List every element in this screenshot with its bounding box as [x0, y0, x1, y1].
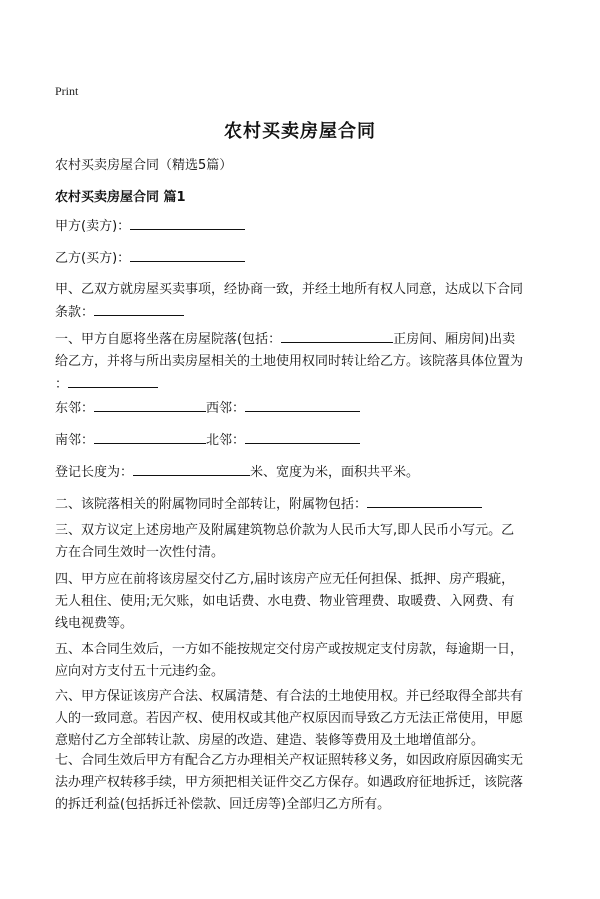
buyer-line	[55, 247, 555, 270]
registration-tail: 米、宽度为米，面积共平米。	[250, 465, 420, 480]
clause-6-line-1: 六、甲方保证该房产合法、权属清楚、有合法的土地使用权。并已经取得全部共有	[55, 689, 524, 704]
north-label: 北邻：	[206, 433, 246, 448]
east-label: 东邻：	[55, 401, 95, 416]
intro-blank	[94, 301, 184, 316]
clause-5-line-1: 五、本合同生效后，一方如不能按规定交付房产或按规定支付房款，每逾期一日，	[55, 642, 524, 657]
clause-2-blank	[367, 493, 482, 508]
clause-4-line-3: 线电视费等。	[55, 616, 134, 631]
clause-4	[55, 569, 555, 635]
clause-7	[55, 750, 555, 816]
clause-2	[55, 493, 555, 516]
clause-7-line-2: 法办理产权转移手续，甲方须把相关证件交乙方保存。如遇政府征地拆迁，该院落	[55, 775, 524, 790]
clause-1-line-1b: 正房间、厢房间)出卖	[393, 332, 516, 347]
buyer-blank	[130, 247, 245, 262]
buyer-label: 乙方(买方)：	[55, 251, 131, 266]
section-heading: 农村买卖房屋合同 篇1	[55, 190, 186, 205]
clause-1-line-1a: 一、甲方自愿将坐落在房屋院落(包括：	[55, 332, 282, 347]
west-blank	[245, 397, 360, 412]
clause-1-line-3: ：	[55, 377, 69, 392]
clause-3-line-1: 三、双方议定上述房地产及附属建筑物总价款为人民币大写,即人民币小写元。乙	[55, 523, 515, 538]
clause-2-text: 二、该院落相关的附属物同时全部转让，附属物包括：	[55, 497, 368, 512]
south-north-line	[55, 429, 555, 452]
south-blank	[94, 429, 206, 444]
registration-blank	[133, 461, 250, 476]
seller-blank	[130, 215, 245, 230]
east-blank	[94, 397, 206, 412]
clause-4-line-2: 无人租住、使用;无欠账，如电话费、水电费、物业管理费、取暖费、入网费、有	[55, 594, 515, 609]
west-label: 西邻：	[206, 401, 246, 416]
south-label: 南邻：	[55, 433, 95, 448]
print-link[interactable]: Print	[55, 84, 79, 98]
clause-6-line-3: 意赔付乙方全部转让款、房屋的改造、建造、装修等费用及土地增值部分。	[55, 733, 485, 748]
seller-label: 甲方(卖方)：	[55, 219, 131, 234]
clause-6-line-2: 人的一致同意。若因产权、使用权或其他产权原因而导致乙方无法正常使用，甲愿	[55, 711, 524, 726]
intro-line-1: 甲、乙双方就房屋买卖事项，经协商一致，并经土地所有权人同意，达成以下合同	[55, 282, 524, 297]
clause-7-line-3: 的拆迁利益(包括拆迁补偿款、回迁房等)全部归乙方所有。	[55, 797, 391, 812]
clause-1-blank-a	[281, 328, 393, 343]
clause-1-blank-b	[68, 373, 158, 388]
north-blank	[245, 429, 360, 444]
clause-3	[55, 520, 555, 564]
intro-paragraph	[55, 279, 555, 324]
clause-5-line-2: 应向对方支付五十元违约金。	[55, 664, 225, 679]
clause-3-line-2: 方在合同生效时一次性付清。	[55, 545, 225, 560]
document-title: 农村买卖房屋合同	[224, 121, 376, 142]
clause-5	[55, 639, 555, 683]
registration-label: 登记长度为：	[55, 465, 134, 480]
document-subtitle: 农村买卖房屋合同（精选5篇）	[55, 158, 233, 173]
clause-7-line-1: 七、合同生效后甲方有配合乙方办理相关产权证照转移义务，如因政府原因确实无	[55, 753, 524, 768]
intro-line-2: 条款：	[55, 305, 95, 320]
clause-4-line-1: 四、甲方应在前将该房屋交付乙方,届时该房产应无任何担保、抵押、房产瑕疵，	[55, 572, 515, 587]
clause-1	[55, 328, 555, 396]
seller-line	[55, 215, 555, 238]
clause-6	[55, 686, 555, 752]
registration-line	[55, 461, 555, 484]
east-west-line	[55, 397, 555, 420]
clause-1-line-2: 给乙方，并将与所出卖房屋相关的土地使用权同时转让给乙方。该院落具体位置为	[55, 354, 524, 369]
